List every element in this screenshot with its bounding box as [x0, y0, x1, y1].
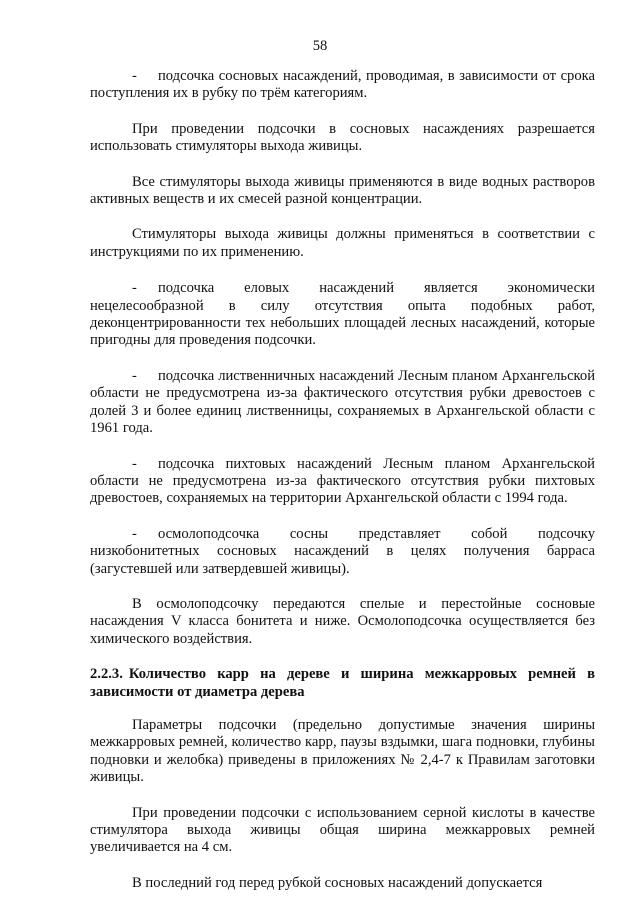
paragraph-text: подсочка сосновых насаждений, проводимая, в зависимости от срока поступления их в рубку по трём категориям.: [90, 68, 595, 102]
list-item-larch-tapping: [90, 368, 595, 438]
paragraph-stimulators-allowed: При проведении подсочки в сосновых насаждениях разрешается использовать стимуляторы выхода живицы.: [90, 120, 595, 155]
page-number: 58: [312, 38, 328, 54]
list-dash: -: [132, 68, 137, 84]
list-item-pine-tapping: [90, 68, 595, 103]
list-dash: -: [132, 455, 137, 472]
list-dash: -: [132, 367, 137, 384]
paragraph-resin-tapping-stands: В осмолоподсочку передаются спелые и перестойные сосновые насаждения V класса бонитета и ниже. Осмолоподсочка осуществляется без химического воздействия.: [90, 595, 595, 647]
paragraph-tapping-parameters: Параметры подсочки (предельно допустимые значения ширины межкарровых ремней, количество карр, паузы вздымки, шага подновки, глубины подновки и желобка) приведены в приложениях № 2,4-7 к Правилам заготовки живицы.: [90, 716, 595, 786]
paragraph-last-year: В последний год перед рубкой сосновых насаждений допускается: [132, 874, 543, 891]
list-dash: -: [132, 280, 137, 297]
list-item-resin-tapping: [90, 526, 595, 578]
paragraph-text: осмолоподсочка сосны представляет собой подсочку низкобонитетных сосновых насаждений в целях получения барраса (загустевшей или затвердевшей живицы).: [90, 525, 595, 577]
paragraph-text: подсочка еловых насаждений является экономически нецелесообразной в силу отсутствия опыта подобных работ, деконцентрированности тех небольших площадей лесных насаждений, которые пригодны для проведения подсочки.: [90, 280, 595, 349]
section-heading: [90, 666, 595, 701]
paragraph-text: подсочка пихтовых насаждений Лесным планом Архангельской области не предусмотрена из-за фактического отсутствия рубки пихтовых древостоев, сохраняемых на территории Архангельской области с 1994 года.: [90, 455, 595, 507]
paragraph-sulfuric-acid: При проведении подсочки с использованием серной кислоты в качестве стимулятора выхода живицы общая ширина межкарровых ремней увеличивается на 4 см.: [90, 804, 595, 856]
paragraph-stimulators-solutions: Все стимуляторы выхода живицы применяются в виде водных растворов активных веществ и их смесей разной концентрации.: [90, 173, 595, 208]
list-item-spruce-tapping: [90, 280, 595, 350]
paragraph-stimulators-instructions: Стимуляторы выхода живицы должны применяться в соответствии с инструкциями по их применению.: [90, 226, 595, 260]
list-item-fir-tapping: [90, 456, 595, 508]
text-body: [90, 68, 595, 910]
list-dash: -: [132, 525, 137, 542]
section-number: 2.2.3.: [90, 666, 123, 683]
section-title: Количество карр на дереве и ширина межкарровых ремней в зависимости от диаметра дерева: [90, 666, 595, 700]
paragraph-text: подсочка лиственничных насаждений Лесным планом Архангельской области не предусмотрена из-за фактического отсутствия рубки древостоев с долей 3 и более единиц лиственницы, сохраняемых в Архангельской области с 1961 года.: [90, 367, 595, 437]
